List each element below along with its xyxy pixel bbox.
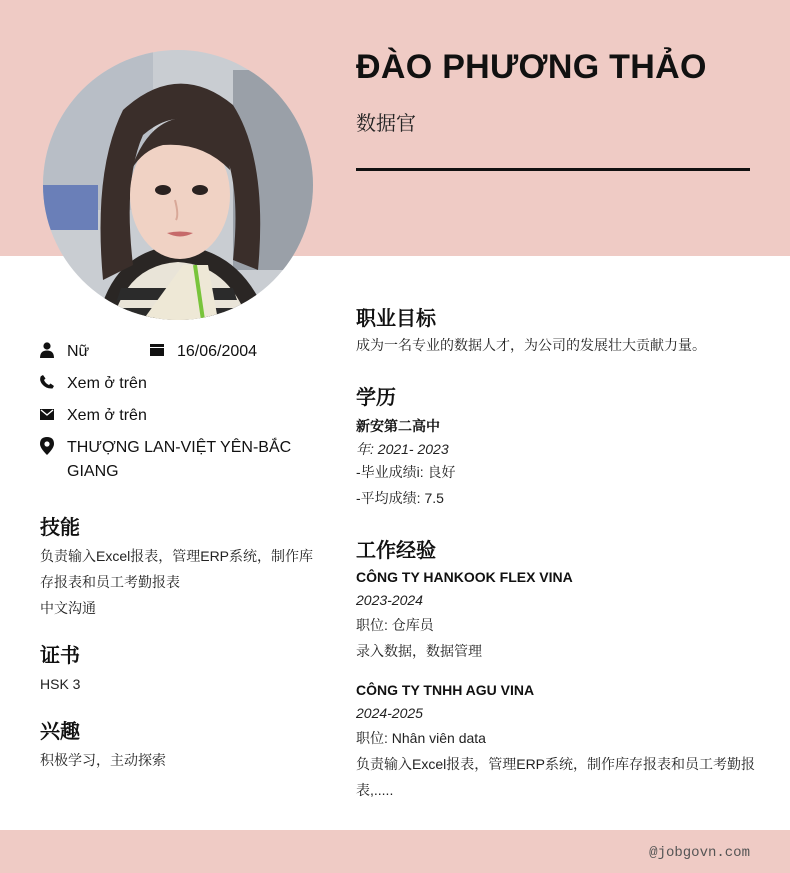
calendar-icon <box>150 341 164 359</box>
education-detail-2: -平均成绩: 7.5 <box>356 490 444 506</box>
email-value: Xem ở trên <box>67 407 147 424</box>
job-company: CÔNG TY HANKOOK FLEX VINA <box>356 569 573 585</box>
phone-icon <box>40 373 54 391</box>
portrait-illustration <box>43 50 313 320</box>
education-heading: 学历 <box>356 387 396 409</box>
address-value <box>67 436 291 484</box>
objective-heading: 职业目标 <box>356 308 436 330</box>
education-detail-1: -毕业成绩i: 良好 <box>356 464 456 480</box>
candidate-title: 数据官 <box>356 113 416 135</box>
profile-photo <box>43 50 313 320</box>
address-line-1: THƯỢNG LAN-VIỆT YÊN-BẮC <box>67 439 292 456</box>
skills-line-2: 存报表和员工考勤报表 <box>40 574 180 590</box>
job-company: CÔNG TY TNHH AGU VINA <box>356 682 535 698</box>
education-school: 新安第二高中 <box>356 418 440 434</box>
gender-row <box>40 340 89 364</box>
phone-row <box>40 372 147 396</box>
education-years: 年: 2021- 2023 <box>356 441 449 457</box>
job-period: 2023-2024 <box>356 592 423 608</box>
job-description-cont: 表,..... <box>356 782 394 798</box>
certificates-heading: 证书 <box>40 645 80 667</box>
skills-line-1: 负责输入Excel报表，管理ERP系统，制作库 <box>40 548 314 564</box>
birthdate-value: 16/06/2004 <box>177 343 258 360</box>
job-description: 负责输入Excel报表，管理ERP系统，制作库存报表和员工考勤报 <box>356 756 756 772</box>
interest-item: 积极学习，主动探索 <box>40 752 166 768</box>
gender-value: Nữ <box>67 343 90 360</box>
experience-heading: 工作经验 <box>356 540 436 562</box>
certificate-item: HSK 3 <box>40 676 81 692</box>
address-line-2: GIANG <box>67 463 119 480</box>
location-icon <box>40 437 54 455</box>
objective-text: 成为一名专业的数据人才，为公司的发展壮大贡献力量。 <box>356 337 706 353</box>
job-period: 2024-2025 <box>356 705 423 721</box>
title-divider <box>356 168 750 171</box>
job-position: 职位: Nhân viên data <box>356 730 486 746</box>
email-row <box>40 404 147 428</box>
skills-heading: 技能 <box>40 517 80 539</box>
interests-heading: 兴趣 <box>40 721 80 743</box>
phone-value: Xem ở trên <box>67 375 147 392</box>
job-position: 职位: 仓库员 <box>356 617 434 633</box>
candidate-name: ĐÀO PHƯƠNG THẢO <box>356 48 707 86</box>
user-icon <box>40 341 54 359</box>
footer-watermark: @jobgovn.com <box>649 845 750 861</box>
skills-line-3: 中文沟通 <box>40 600 96 616</box>
birthdate-row <box>150 340 257 364</box>
address-row <box>40 436 291 484</box>
job-description: 录入数据，数据管理 <box>356 643 482 659</box>
mail-icon <box>40 405 54 423</box>
